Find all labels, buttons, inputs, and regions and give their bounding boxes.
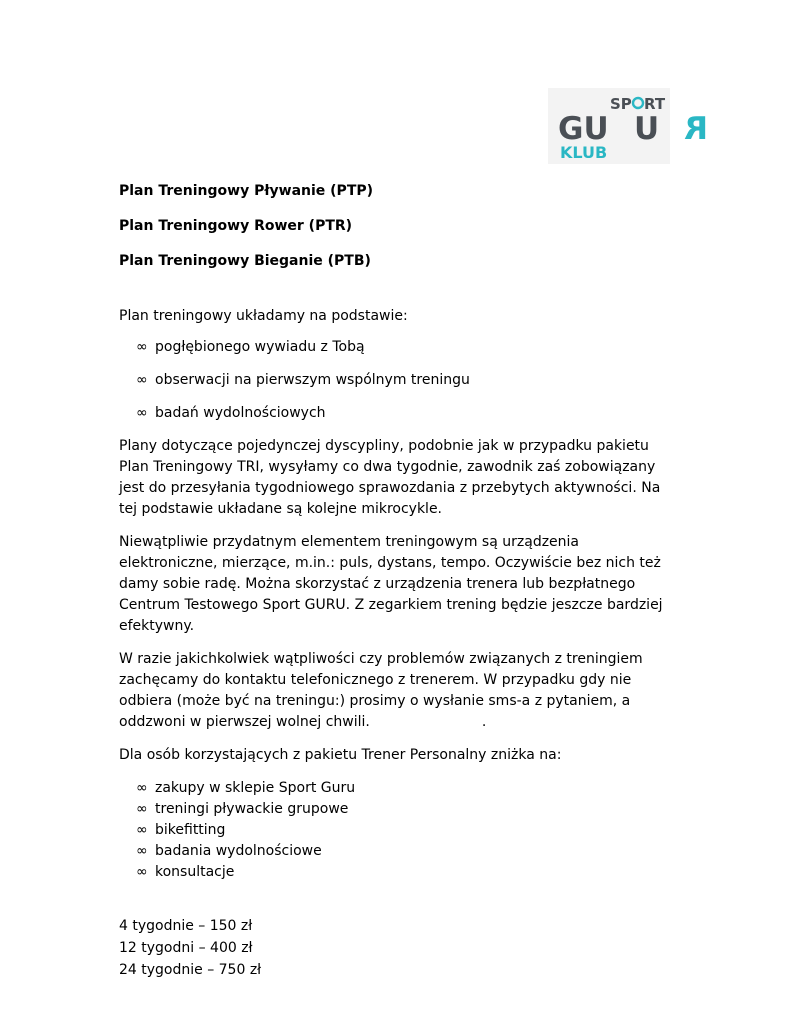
logo-text-u: U xyxy=(634,111,660,147)
logo-graphic xyxy=(548,88,708,164)
infinity-icon: ∞ xyxy=(136,780,148,796)
infinity-icon: ∞ xyxy=(136,864,148,880)
title-ptb: Plan Treningowy Bieganie (PTB) xyxy=(119,253,371,269)
logo-text-klub: KLUB xyxy=(560,143,608,162)
list-item-label: badania wydolnościowe xyxy=(155,843,322,859)
list-item xyxy=(119,841,664,862)
paragraph-contact xyxy=(119,649,664,733)
list-item-label: obserwacji na pierwszym wspólnym treningu xyxy=(155,372,470,388)
price-24-weeks: 24 tygodnie – 750 zł xyxy=(119,962,262,978)
list-item-label: treningi pływackie grupowe xyxy=(155,801,349,817)
price-list xyxy=(119,916,664,982)
document-content xyxy=(119,181,664,982)
list-item-label: zakupy w sklepie Sport Guru xyxy=(155,780,356,796)
infinity-icon: ∞ xyxy=(136,822,148,838)
price-4-weeks: 4 tygodnie – 150 zł xyxy=(119,918,253,934)
list-item xyxy=(119,337,664,358)
logo-text-sport: SP xyxy=(610,95,632,113)
logo-text-gu: GU xyxy=(558,111,609,147)
infinity-icon: ∞ xyxy=(136,843,148,859)
paragraph-devices: Niewątpliwie przydatnym elementem treningowym są urządzenia elektroniczne, mierzące, m.in.: puls, dystans, tempo. Oczywiście bez nich też damy sobie radę. Można skorzystać z urządzenia trenera lub bezpłatnego Centrum Testowego Sport GURU. Z zegarkiem trening będzie jeszcze bardziej efektywny. xyxy=(119,534,663,634)
infinity-icon: ∞ xyxy=(136,405,148,421)
sport-guru-klub-logo xyxy=(548,88,708,164)
list-item-label: badań wydolnościowych xyxy=(155,405,326,421)
offer-list xyxy=(119,778,664,883)
intro-text: Plan treningowy układamy na podstawie: xyxy=(119,308,408,324)
title-ptr: Plan Treningowy Rower (PTR) xyxy=(119,218,353,234)
basis-list xyxy=(119,337,664,424)
trailing-dot: . xyxy=(481,714,487,730)
svg-text:RT: RT xyxy=(644,95,666,113)
infinity-icon: ∞ xyxy=(136,801,148,817)
infinity-icon: ∞ xyxy=(136,372,148,388)
logo-text-mirrored-r: R xyxy=(684,111,708,147)
logo-o-ring-icon xyxy=(633,98,643,108)
offer-intro: Dla osób korzystających z pakietu Trener Personalny zniżka na: xyxy=(119,747,562,763)
list-item-label: konsultacje xyxy=(155,864,235,880)
list-item xyxy=(119,370,664,391)
list-item-label: pogłębionego wywiadu z Tobą xyxy=(155,339,365,355)
list-item xyxy=(119,820,664,841)
list-item xyxy=(119,862,664,883)
list-item xyxy=(119,799,664,820)
list-item-label: bikefitting xyxy=(155,822,226,838)
title-ptp: Plan Treningowy Pływanie (PTP) xyxy=(119,183,374,199)
list-item xyxy=(119,403,664,424)
infinity-icon: ∞ xyxy=(136,339,148,355)
paragraph-plans: Plany dotyczące pojedynczej dyscypliny, podobnie jak w przypadku pakietu Plan Treningowy TRI, wysyłamy co dwa tygodnie, zawodnik zaś zobowiązany jest do przesyłania tygodniowego sprawozdania z przebytych aktywności. Na tej podstawie układane są kolejne mikrocykle. xyxy=(119,438,661,517)
paragraph-contact-text: W razie jakichkolwiek wątpliwości czy problemów związanych z treningiem zachęcamy do kontaktu telefonicznego z trenerem. W przypadku gdy nie odbiera (może być na treningu:) prosimy o wysłanie sms-a z pytaniem, a oddzwoni w pierwszej wolnej chwili. xyxy=(119,651,643,730)
list-item xyxy=(119,778,664,799)
price-12-weeks: 12 tygodni – 400 zł xyxy=(119,940,253,956)
